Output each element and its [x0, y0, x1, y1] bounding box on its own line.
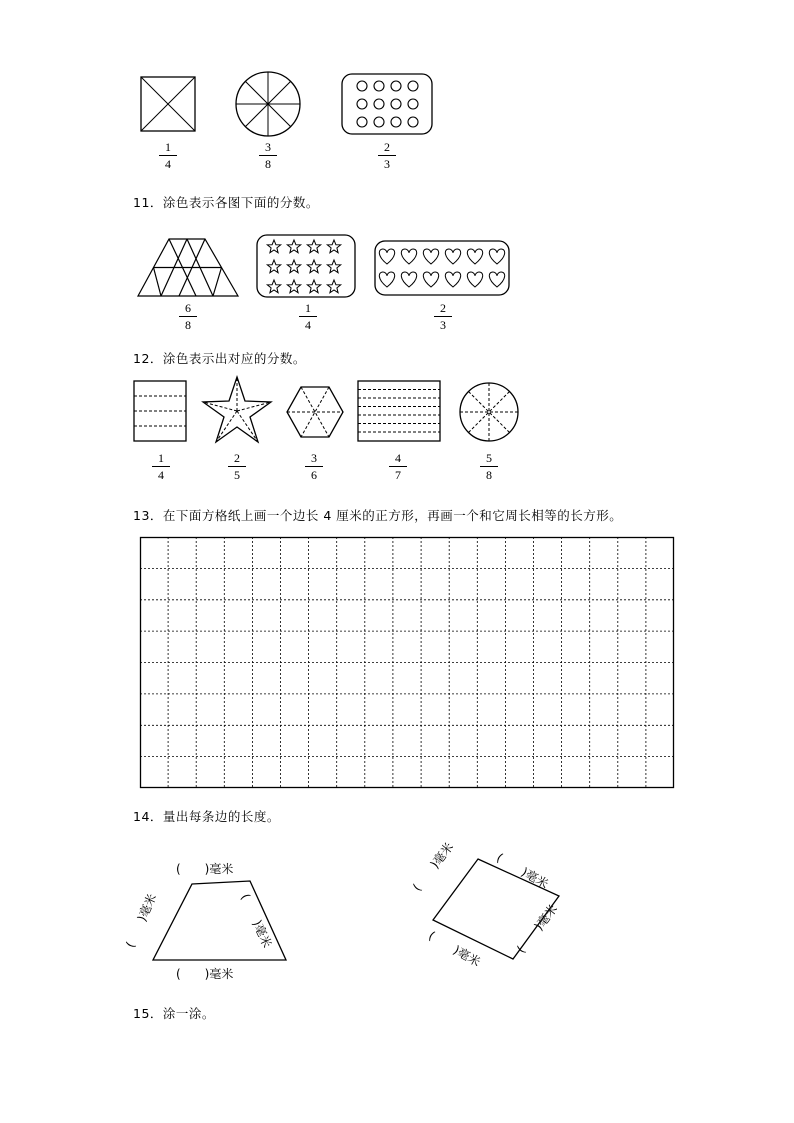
- dashed-circle-figure: [459, 382, 519, 442]
- rhombus-bottom-right-label: ( )毫米: [513, 901, 561, 956]
- question-13: 13．在下面方格纸上画一个边长 4 厘米的正方形，再画一个和它周长相等的长方形。: [133, 508, 623, 523]
- striped-rectangle-figure: [357, 380, 441, 442]
- circle-eighths-figure: [235, 71, 301, 137]
- rhombus-bottom-left-label: ( )毫米: [426, 928, 483, 970]
- fraction-2-3: 2 3: [372, 140, 402, 171]
- trapezoid-bottom-label: ( )毫米: [176, 967, 234, 981]
- trapezoid-left-label: ( )毫米: [123, 891, 160, 950]
- question-11: 11．涂色表示各图下面的分数。: [133, 195, 319, 210]
- fraction-4-7: 4 7: [383, 451, 413, 482]
- fraction-2-5: 2 5: [222, 451, 252, 482]
- fraction-1-4: 1 4: [293, 301, 323, 332]
- fraction-3-8: 3 8: [253, 140, 283, 171]
- hexagon-figure: [286, 386, 344, 438]
- fraction-1-4: 1 4: [146, 451, 176, 482]
- square-quarters-figure: [140, 76, 196, 132]
- fraction-6-8: 6 8: [173, 301, 203, 332]
- triangle-grid-figure: [137, 238, 239, 298]
- trapezoid-right-label: ( )毫米: [238, 891, 275, 950]
- fraction-2-3: 2 3: [428, 301, 458, 332]
- fraction-3-6: 3 6: [299, 451, 329, 482]
- dashed-square-figure: [133, 380, 187, 442]
- star-figure: [202, 376, 272, 444]
- dots-rectangle-figure: [341, 73, 433, 135]
- rhombus-top-left-label: ( )毫米: [409, 839, 457, 894]
- question-15: 15．涂一涂。: [133, 1006, 215, 1021]
- trapezoid-figure: [152, 880, 287, 962]
- question-14: 14．量出每条边的长度。: [133, 809, 280, 824]
- question-12: 12．涂色表示出对应的分数。: [133, 351, 306, 366]
- rhombus-top-right-label: ( )毫米: [494, 850, 551, 892]
- grid-paper[interactable]: [140, 537, 674, 788]
- trapezoid-top-label: ( )毫米: [176, 862, 234, 876]
- stars-rectangle-figure: [256, 234, 356, 298]
- fraction-1-4: 1 4: [153, 140, 183, 171]
- hearts-rectangle-figure: [374, 240, 510, 296]
- fraction-5-8: 5 8: [474, 451, 504, 482]
